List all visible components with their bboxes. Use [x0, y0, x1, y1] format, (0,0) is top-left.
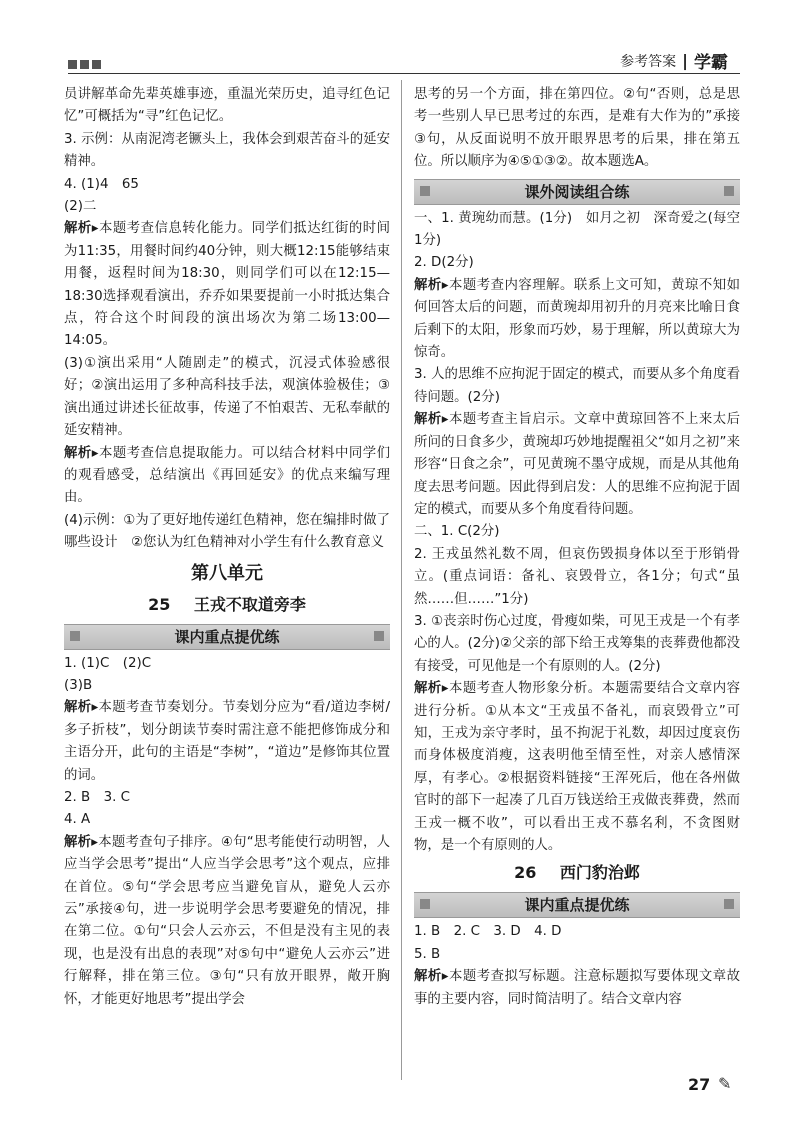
analysis-label: 解析▸: [64, 221, 99, 237]
answer-text: 本题考查人物形象分析。本题需要结合文章内容进行分析。①从本文“王戎虽不备礼，而哀毁骨立”可知，王戎为亲守孝时，虽不拘泥于礼数，却因过度哀伤而身体极度消瘦，这表明他至情至性，对亲人感情深厚，有孝心。②根据资料链接“王浑死后，他在各州做官时的部下一起凑了几百万钱送给王戎做丧葬费，然而王戎一概不收”，可以看出王戎不慕名利，不贪图财物，是一个有原则的人。: [414, 681, 740, 853]
answer-text: 员讲解革命先辈英雄事迹，重温光荣历史，追寻红色记忆”可概括为“寻”红色记忆。: [64, 87, 390, 125]
answer-line: [414, 252, 740, 274]
answer-text: 3. 人的思维不应拘泥于固定的模式，而要从多个角度看待问题。(2分): [414, 367, 740, 405]
answer-text: (2)二: [64, 199, 97, 215]
answer-text: 二、1. C(2分): [414, 524, 500, 540]
answer-text: 思考的另一个方面，排在第四位。②句“否则，总是思考一些别人早已思考过的东西，是难有大作为的”承接③句，从反面说明不放开眼界思考的后果，排在第五位。所以顺序为④⑤①③②。故本题选A。: [414, 87, 740, 170]
answer-line: [414, 544, 740, 611]
answer-line: [414, 611, 740, 678]
analysis-label: 解析▸: [64, 700, 99, 716]
page-header: [620, 48, 728, 73]
header-decoration: [68, 60, 101, 69]
lesson-26-title: [414, 859, 740, 887]
header-rule: [68, 73, 740, 74]
answer-text: 4. A: [64, 812, 91, 828]
answer-text: 本题考查节奏划分。节奏划分应为“看/道边李树/多子折枝”，划分朗读节奏时需注意不能把修饰成分和主语分开，此句的主语是“李树”，“道边”是修饰其位置的词。: [64, 700, 390, 783]
answer-line: [414, 944, 740, 966]
answer-line: [414, 208, 740, 253]
analysis-label: 解析▸: [414, 681, 449, 697]
answer-line: [64, 174, 390, 196]
pencil-icon: ✎: [718, 1074, 732, 1093]
analysis-paragraph: [64, 832, 390, 1011]
answer-text: 5. B: [414, 946, 441, 962]
analysis-paragraph: [414, 275, 740, 365]
answer-text: 本题考查拟写标题。注意标题拟写要体现文章故事的主要内容，同时简洁明了。结合文章内容: [414, 969, 740, 1007]
unit-title: 第八单元: [191, 562, 263, 584]
page-number: 27: [688, 1075, 711, 1094]
lesson-number: 25: [148, 594, 171, 614]
analysis-paragraph: [414, 678, 740, 857]
answer-line: [64, 809, 390, 831]
answer-text: (3)B: [64, 677, 93, 693]
left-answers: [64, 84, 390, 555]
analysis-paragraph: [64, 697, 390, 787]
answer-text: 本题考查信息提取能力。可以结合材料中同学们的观看感受，总结演出《再回延安》的优点来编写理由。: [64, 445, 390, 506]
answer-text: 本题考查句子排序。④句“思考能使行动明智，人应当学会思考”提出“人应当学会思考”这个观点，应排在首位。⑤句“学会思考应当避免盲从，避免人云亦云”承接④句，进一步说明学会思考要避免的情况，排在第二位。①句“只会人云亦云，不但是没有主见的表现，也是没有出息的表现”对⑤句中“避免人云亦云”进行解释，排在第三位。③句“只有放开眼界，敞开胸怀，才能更好地思考”提出学会: [64, 834, 390, 1007]
answer-text: 1. B 2. C 3. D 4. D: [414, 924, 562, 940]
header-separator: |: [682, 51, 688, 70]
answer-line: [64, 510, 390, 555]
analysis-paragraph: [414, 409, 740, 521]
lesson-name: 王戎不取道旁李: [193, 594, 306, 614]
answer-text: (4)示例：①为了更好地传递红色精神，您在编排时做了哪些设计 ②您认为红色精神对小学生有什么教育意义: [64, 512, 390, 551]
extra-reading-answers: [414, 208, 740, 858]
answer-text: 2. 王戎虽然礼数不周，但哀伤毁损身体以至于形销骨立。(重点词语：备礼、哀毁骨立，各1分；句式“虽然……但……”1分): [414, 546, 740, 607]
section-header-in-class: 课内重点提优练: [64, 624, 390, 650]
answer-line: [64, 129, 390, 174]
lesson-26-answers: [414, 921, 740, 1011]
lesson-25-answers: [64, 653, 390, 1012]
analysis-label: 解析▸: [64, 445, 99, 461]
answer-line: [414, 521, 740, 543]
answer-text: 一、1. 黄琬幼而慧。(1分) 如月之初 深奇爱之(每空1分): [414, 210, 740, 249]
answer-line: [64, 196, 390, 218]
left-column: [64, 84, 390, 1011]
analysis-label: 解析▸: [414, 277, 449, 293]
analysis-paragraph: [64, 218, 390, 352]
answer-text: 2. D(2分): [414, 255, 474, 271]
analysis-label: 解析▸: [414, 412, 449, 428]
answer-text: 3. 示例：从南泥湾老镢头上，我体会到艰苦奋斗的延安精神。: [64, 131, 390, 170]
lesson-name: 西门豹治邺: [559, 863, 640, 883]
answer-text: 本题考查内容理解。联系上文可知，黄琼不知如何回答太后的问题，而黄琬却用初升的月亮来比喻日食后剩下的太阳，形象而巧妙，易于理解，所以黄琼大为惊奇。: [414, 277, 740, 361]
answer-text: (3)①演出采用“人随剧走”的模式，沉浸式体验感很好；②演出运用了多种高科技手法，观演体验极佳；③演出通过讲述长征故事，传递了不怕艰苦、无私奉献的延安精神。: [64, 355, 390, 439]
analysis-paragraph: [64, 443, 390, 510]
answer-line: [64, 787, 390, 809]
answer-text: 4. (1)4 65: [64, 176, 139, 192]
answer-text: 1. (1)C (2)C: [64, 655, 152, 671]
answer-line: [64, 675, 390, 697]
answer-line: [64, 84, 390, 129]
lesson-25-title: [64, 591, 390, 619]
answer-text: 本题考查信息转化能力。同学们抵达红街的时间为11:35，用餐时间约40分钟，则大概12:15能够结束用餐，返程时间为18:30，则同学们可以在12:15—18:30选择观看演出，乔乔如果要提前一小时抵达集合点，符合这个时间段的演出场次为第二场13:00—14:05。: [64, 221, 390, 349]
answers-label: 参考答案: [620, 53, 677, 70]
lesson-number: 26: [514, 863, 537, 883]
answer-text: 本题考查主旨启示。文章中黄琼回答不上来太后所问的日食多少，黄琬却巧妙地提醒祖父“如月之初”来形容“日食之余”，可见黄琬不墨守成规，而是从其他角度去思考问题。因此得到启发：人的思维不应拘泥于固定的模式，而要从多个角度看待问题。: [414, 412, 740, 517]
answer-line: [64, 653, 390, 675]
analysis-label: 解析▸: [64, 834, 98, 850]
answer-line: [414, 84, 740, 174]
answer-text: 2. B 3. C: [64, 789, 130, 805]
analysis-label: 解析▸: [414, 969, 449, 985]
answer-line: [414, 364, 740, 409]
analysis-paragraph: [414, 966, 740, 1011]
right-answers-continued: [414, 84, 740, 174]
section-header-extra-reading: 课外阅读组合练: [414, 179, 740, 205]
right-column: [414, 84, 740, 1011]
answer-text: 3. ①丧亲时伤心过度，骨瘦如柴，可见王戎是一个有孝心的人。(2分)②父亲的部下给王戎筹集的丧葬费他都没有接受，可见他是一个有原则的人。(2分): [414, 613, 740, 674]
section-header-in-class: 课内重点提优练: [414, 892, 740, 918]
brand-logo: 学霸: [694, 53, 728, 73]
answer-line: [64, 353, 390, 443]
column-divider: [401, 80, 402, 1080]
answer-line: [414, 921, 740, 943]
